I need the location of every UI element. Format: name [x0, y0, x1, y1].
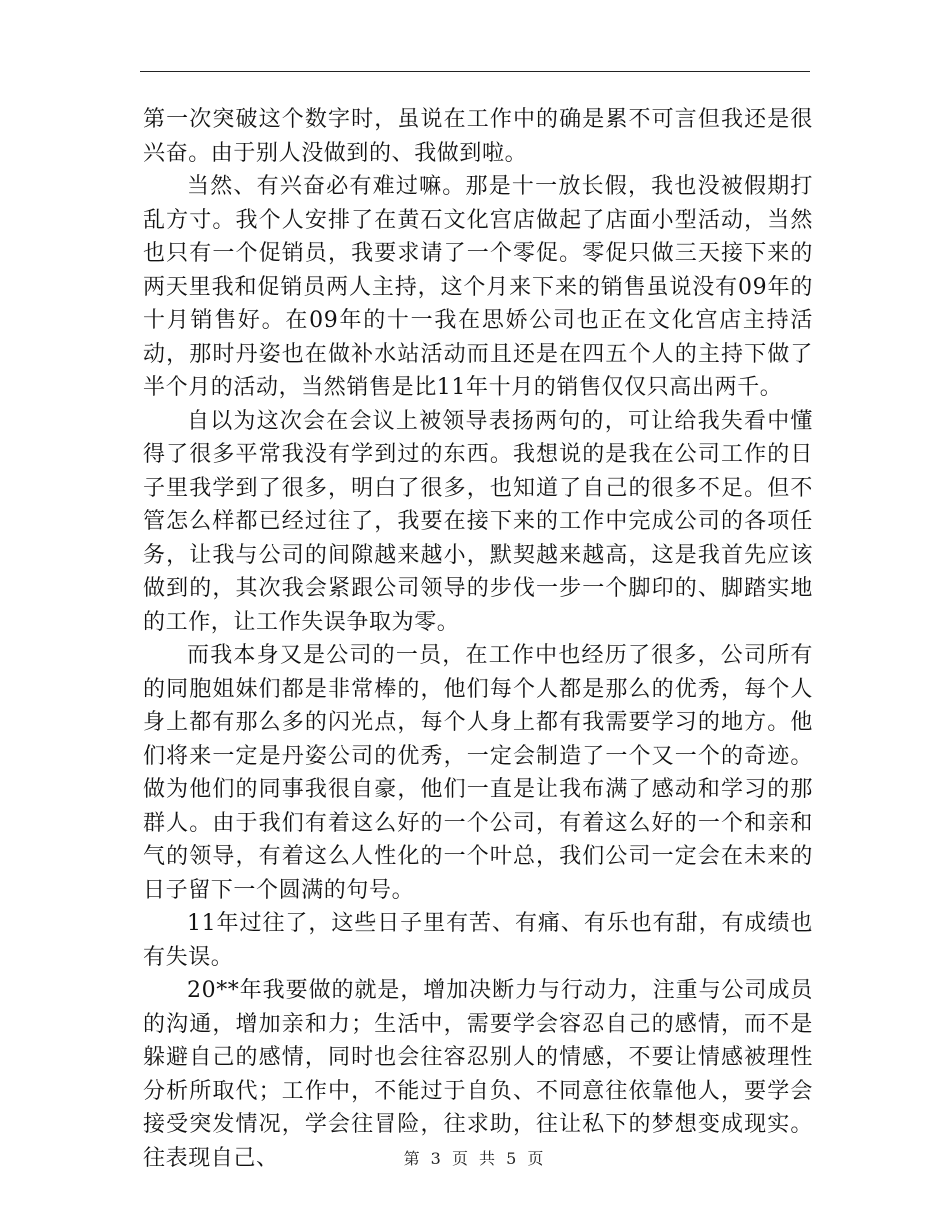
paragraph-5: 11年过往了，这些日子里有苦、有痛、有乐也有甜，有成绩也有失误。 — [143, 911, 813, 970]
paragraph-6: 20**年我要做的就是，增加决断力与行动力，注重与公司成员的沟通，增加亲和力；生活中，需要学会容忍自己的感情，而不是躲避自己的感情，同时也会往容忍别人的情感，不要让情感被理性分析所取代；工作中，不能过于自负、不同意往依靠他人，要学会接受突发情况，学会往冒险，往求助，往让私下的梦想变成现实。往表现自己、 — [143, 978, 813, 1171]
paragraph-3: 自以为这次会在会议上被领导表扬两句的，可让给我失看中懂得了很多平常我没有学到过的东西。我想说的是我在公司工作的日子里我学到了很多，明白了很多，也知道了自己的很多不足。但不管怎么样都已经过往了，我要在接下来的工作中完成公司的各项任务，让我与公司的间隙越来越小，默契越来越高，这是我首先应该做到的，其次我会紧跟公司领导的步伐一步一个脚印的、脚踏实地的工作，让工作失误争取为零。 — [143, 408, 813, 635]
document-body — [143, 103, 813, 1175]
header-rule — [140, 71, 810, 72]
paragraph-1: 第一次突破这个数字时，虽说在工作中的确是累不可言但我还是很兴奋。由于别人没做到的、我做到啦。 — [143, 107, 813, 166]
paragraph-2: 当然、有兴奋必有难过嘛。那是十一放长假，我也没被假期打乱方寸。我个人安排了在黄石文化宫店做起了店面小型活动，当然也只有一个促销员，我要求请了一个零促。零促只做三天接下来的两天里我和促销员两人主持，这个月来下来的销售虽说没有09年的十月销售好。在09年的十一我在思娇公司也正在文化宫店主持活动，那时丹姿也在做补水站活动而且还是在四五个人的主持下做了半个月的活动，当然销售是比11年十月的销售仅仅只高出两千。 — [143, 174, 813, 400]
page-number-footer: 第 3 页 共 5 页 — [403, 1149, 547, 1168]
paragraph-4: 而我本身又是公司的一员，在工作中也经历了很多，公司所有的同胞姐妹们都是非常棒的，他们每个人都是那么的优秀，每个人身上都有那么多的闪光点，每个人身上都有我需要学习的地方。他们将来一定是丹姿公司的优秀，一定会制造了一个又一个的奇迹。做为他们的同事我很自豪，他们一直是让我布满了感动和学习的那群人。由于我们有着这么好的一个公司，有着这么好的一个和亲和气的领导，有着这么人性化的一个叶总，我们公司一定会在未来的日子留下一个圆满的句号。 — [143, 643, 813, 903]
